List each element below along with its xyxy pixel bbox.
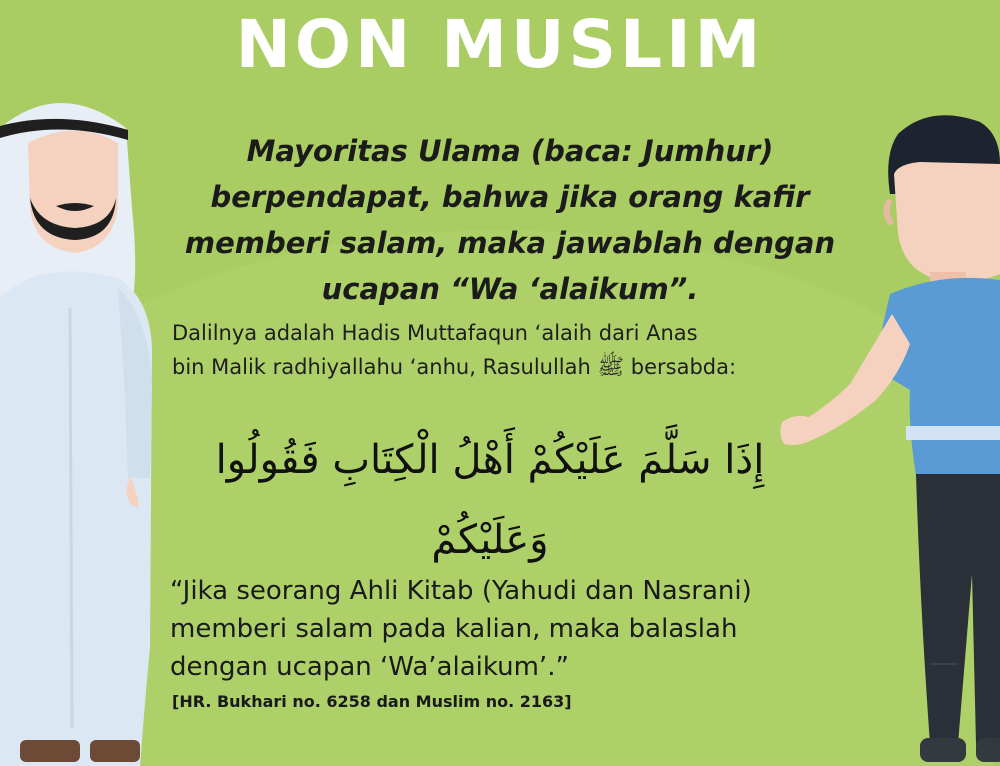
muslim-man-illustration: [0, 88, 160, 766]
dalil-paragraph: [172, 316, 872, 385]
headline-text: Mayoritas Ulama (baca: Jumhur) berpendapat, bahwa jika orang kafir memberi salam, maka jawablah dengan ucapan “Wa ‘alaikum”.: [184, 134, 836, 306]
translation-line-3: dengan ucapan ‘Wa’alaikum’.”: [170, 652, 569, 682]
translation-line-2: memberi salam pada kalian, maka balaslah: [170, 614, 738, 644]
dalil-line-2-start: bin Malik radhiyallahu ‘anhu, Rasulullah: [172, 355, 598, 379]
citation: [HR. Bukhari no. 6258 dan Muslim no. 2163]: [172, 692, 572, 711]
dalil-line-2: [172, 350, 872, 385]
arabic-hadith-text: إِذَا سَلَّمَ عَلَيْكُمْ أَهْلُ الْكِتَابِ فَقُولُوا وَعَلَيْكُمْ: [215, 437, 765, 563]
saw-glyph-icon: ﷺ: [597, 355, 625, 380]
dalil-line-1: Dalilnya adalah Hadis Muttafaqun ‘alaih dari Anas: [172, 321, 698, 345]
page-title: NON MUSLIM: [235, 6, 765, 83]
translation-quote: [170, 572, 870, 686]
translation-line-1: “Jika seorang Ahli Kitab (Yahudi dan Nasrani): [170, 576, 752, 606]
dalil-line-2-end: bersabda:: [624, 355, 737, 379]
